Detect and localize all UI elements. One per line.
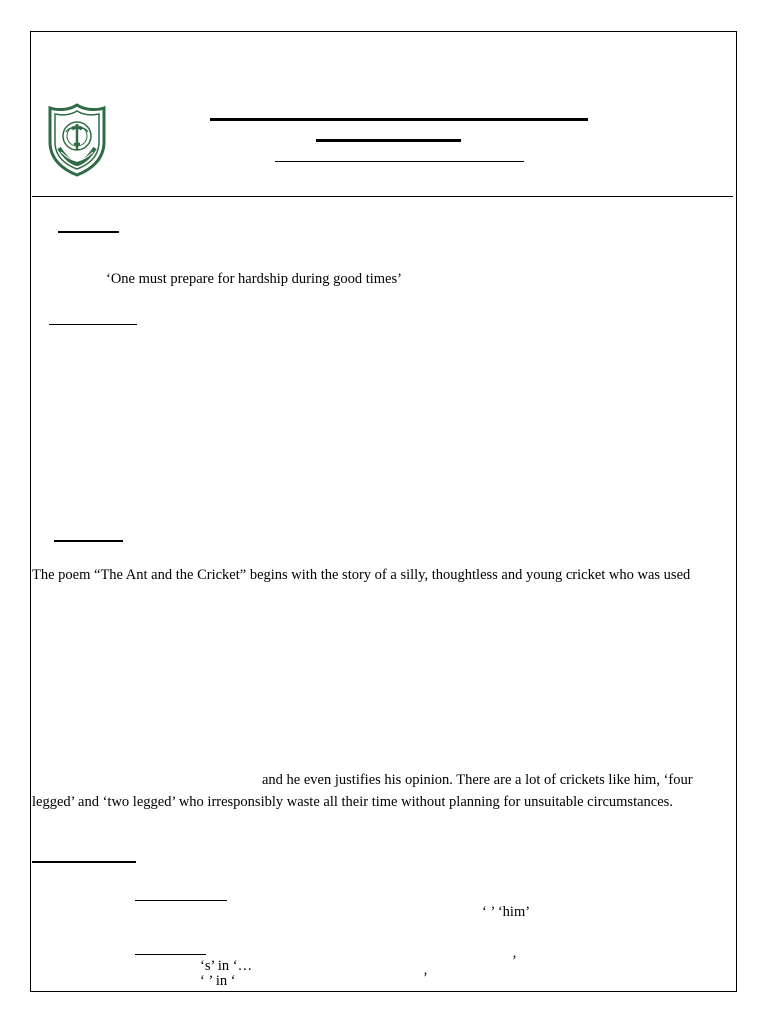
school-crest-icon xyxy=(46,102,108,178)
devices-heading-rule xyxy=(32,861,136,863)
device-1-fragment: ‘ ’ ‘him’ xyxy=(482,904,531,920)
device-3-fragment: ‘ ’ in ‘ xyxy=(200,973,236,989)
device-3-close: ’ xyxy=(423,970,428,986)
device-2-fragment: ‘s’ in ‘… xyxy=(200,958,253,974)
device-2-close: ’ xyxy=(512,953,517,969)
section-heading-rule xyxy=(49,324,137,325)
theme-quote: ‘One must prepare for hardship during good times’ xyxy=(106,271,402,287)
summary-first-line: The poem “The Ant and the Cricket” begins with the story of a silly, thoughtless and young cricket who was used xyxy=(32,567,691,583)
summary-last-line: legged’ and ‘two legged’ who irresponsibly waste all their time without planning for unsuitable circumstances. xyxy=(32,794,673,810)
subtitle-rule xyxy=(316,139,461,142)
device-2-rule xyxy=(135,954,206,955)
page-border xyxy=(30,31,737,992)
summary-partial-line: and he even justifies his opinion. There are a lot of crickets like him, ‘four xyxy=(262,772,693,788)
theme-heading-rule xyxy=(58,231,119,233)
title-rule xyxy=(210,118,588,121)
device-1-rule xyxy=(135,900,227,901)
subtitle-underline xyxy=(275,161,524,162)
header-divider xyxy=(32,196,733,197)
summary-heading-rule xyxy=(54,540,123,542)
